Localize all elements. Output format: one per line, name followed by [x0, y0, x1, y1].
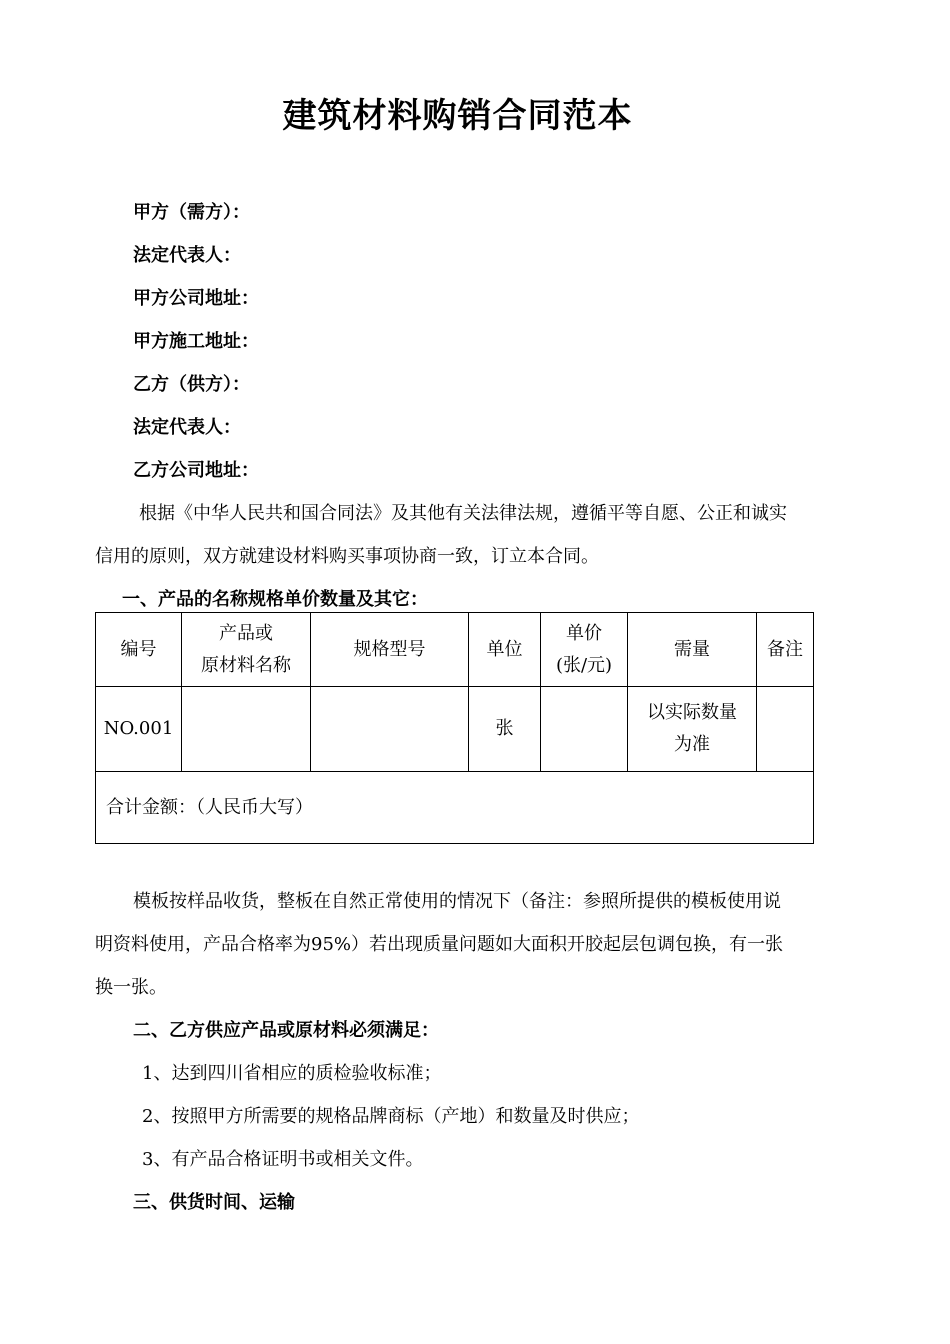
header-product-name-line-1: 产品或: [219, 622, 273, 644]
requirement-item-3: 3、有产品合格证明书或相关文件。: [142, 1149, 424, 1170]
party-b-label: 乙方（供方）：: [133, 374, 250, 395]
cell-unit-price: [541, 687, 628, 772]
party-b-representative-label: 法定代表人：: [133, 417, 241, 438]
table-row: [96, 687, 814, 772]
preamble-line-1: 根据《中华人民共和国合同法》及其他有关法律法规，遵循平等自愿、公正和诚实: [139, 503, 787, 524]
product-table: [95, 612, 814, 844]
cell-quantity: [628, 687, 757, 772]
quality-paragraph-line-2: 明资料使用，产品合格率为95%）若出现质量问题如大面积开胶起层包调包换，有一张: [95, 934, 784, 955]
header-specification: 规格型号: [311, 613, 469, 687]
header-quantity: 需量: [628, 613, 757, 687]
section-1-heading: 一、产品的名称规格单价数量及其它：: [122, 589, 428, 610]
table-header-row: [96, 613, 814, 687]
header-number: 编号: [96, 613, 182, 687]
cell-quantity-line-2: 为准: [674, 734, 710, 755]
party-a-construction-address-label: 甲方施工地址：: [133, 331, 259, 352]
table-total-row: [96, 772, 814, 844]
total-amount-cell: 合计金额：（人民币大写）: [96, 772, 814, 844]
party-a-company-address-label: 甲方公司地址：: [133, 288, 259, 309]
cell-remarks: [757, 687, 814, 772]
cell-unit: 张: [469, 687, 541, 772]
header-unit-price: [541, 613, 628, 687]
header-unit-price-line-1: 单价: [566, 622, 602, 644]
party-a-representative-label: 法定代表人：: [133, 245, 241, 266]
preamble-line-2: 信用的原则，双方就建设材料购买事项协商一致，订立本合同。: [95, 546, 599, 567]
requirement-item-1: 1、达到四川省相应的质检验收标准；: [142, 1063, 442, 1084]
header-product-name-line-2: 原材料名称: [201, 654, 291, 676]
cell-number: NO.001: [96, 687, 182, 772]
header-remarks: 备注: [757, 613, 814, 687]
section-3-heading: 三、供货时间、运输: [133, 1192, 295, 1213]
requirement-item-2: 2、按照甲方所需要的规格品牌商标（产地）和数量及时供应；: [142, 1106, 640, 1127]
header-unit: 单位: [469, 613, 541, 687]
document-title: 建筑材料购销合同范本: [282, 96, 633, 136]
quality-paragraph-line-1: 模板按样品收货，整板在自然正常使用的情况下（备注：参照所提供的模板使用说: [133, 891, 781, 912]
party-b-company-address-label: 乙方公司地址：: [133, 460, 259, 481]
quality-paragraph-line-3: 换一张。: [95, 977, 167, 998]
header-product-name: [182, 613, 311, 687]
party-a-label: 甲方（需方）：: [133, 202, 250, 223]
header-unit-price-line-2: (张/元): [555, 654, 613, 676]
cell-product-name: [182, 687, 311, 772]
cell-quantity-line-1: 以实际数量: [647, 702, 737, 723]
cell-specification: [311, 687, 469, 772]
section-2-heading: 二、乙方供应产品或原材料必须满足：: [133, 1020, 439, 1041]
